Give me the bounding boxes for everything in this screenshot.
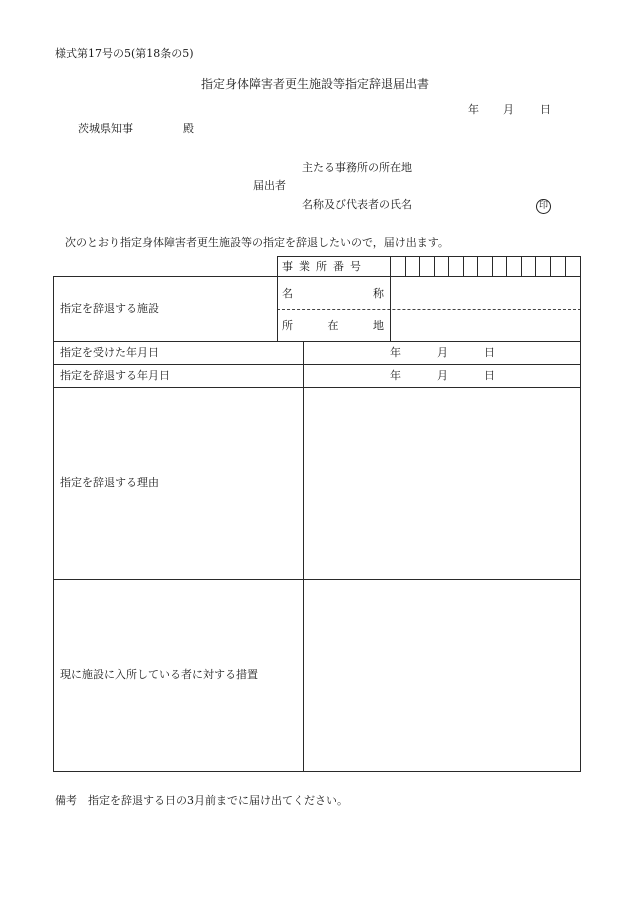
- designation-date-year: 年: [390, 346, 401, 359]
- withdrawal-date-year: 年: [390, 369, 401, 382]
- name-label-char-2: 称: [373, 287, 384, 300]
- facility-name-label: [282, 287, 384, 301]
- addressee-governor: 茨城県知事: [78, 122, 133, 135]
- designation-date-month: 月: [437, 346, 448, 359]
- location-label-char-2: 在: [327, 319, 339, 332]
- address-label: 主たる事務所の所在地: [302, 161, 412, 174]
- note-text: 備考 指定を辞退する日の3月前までに届け出てください。: [55, 794, 348, 807]
- designation-date-day: 日: [484, 346, 495, 359]
- resident-measures-label: 現に施設に入所している者に対する措置: [60, 668, 258, 681]
- representative-name-label: 名称及び代表者の氏名: [302, 198, 412, 211]
- designation-date-label: 指定を受けた年月日: [60, 346, 159, 359]
- withdrawal-date-label: 指定を辞退する年月日: [60, 369, 170, 382]
- form-number: 様式第17号の5(第18条の5): [55, 47, 194, 60]
- date-day: 日: [540, 103, 551, 116]
- withdrawal-reason-label: 指定を辞退する理由: [60, 476, 159, 489]
- withdrawal-date-month: 月: [437, 369, 448, 382]
- date-year: 年: [468, 103, 479, 116]
- date-month: 月: [503, 103, 514, 116]
- office-number-label: 事業所番号: [282, 260, 367, 273]
- facility-location-label: [282, 319, 384, 333]
- name-label-char-1: 名: [282, 287, 293, 300]
- addressee-honorific: 殿: [183, 122, 194, 135]
- facility-label: 指定を辞退する施設: [60, 302, 159, 315]
- location-label-char-1: 所: [282, 319, 293, 332]
- seal-mark: 印: [536, 199, 551, 214]
- applicant-label: 届出者: [253, 179, 286, 192]
- location-label-char-3: 地: [373, 319, 384, 332]
- statement-text: 次のとおり指定身体障害者更生施設等の指定を辞退したいので，届け出ます。: [65, 236, 449, 249]
- withdrawal-date-day: 日: [484, 369, 495, 382]
- page-title: 指定身体障害者更生施設等指定辞退届出書: [201, 77, 430, 91]
